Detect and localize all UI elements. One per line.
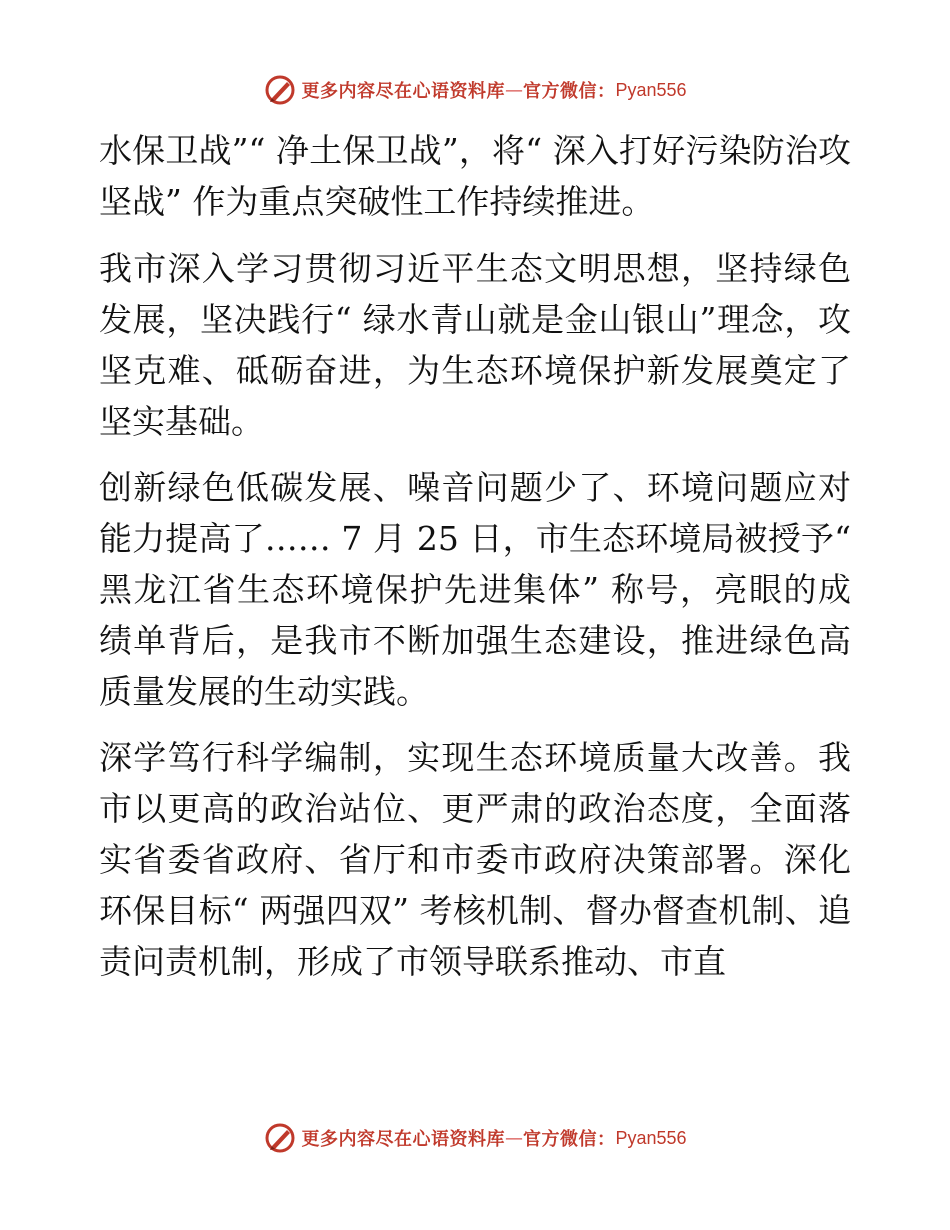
header-banner	[0, 70, 950, 110]
banner-wechat-label: 官方微信：	[522, 81, 616, 102]
banner-separator: —	[504, 1127, 523, 1149]
banner-site-text: 更多内容尽在心语资料库	[301, 1129, 505, 1150]
footer-banner	[0, 1118, 950, 1158]
banner-separator: —	[504, 79, 523, 101]
red-pen-logo-icon	[263, 1121, 297, 1155]
paragraph: 创新绿色低碳发展、噪音问题少了、环境问题应对能力提高了…… 7 月 25 日，市生态环境局被授予“ 黑龙江省生态环境保护先进集体” 称号，亮眼的成绩单背后，是我市不断加强生态建设，推进绿色高质量发展的生动实践。	[99, 468, 851, 711]
banner-site-text: 更多内容尽在心语资料库	[301, 81, 505, 102]
red-pen-logo-icon	[263, 73, 297, 107]
document-body	[99, 125, 851, 1002]
paragraph: 水保卫战”“ 净土保卫战”，将“ 深入打好污染防治攻坚战” 作为重点突破性工作持续推进。	[99, 131, 851, 221]
banner-wechat-id: Pyan556	[615, 79, 687, 100]
paragraph: 深学笃行科学编制，实现生态环境质量大改善。我市以更高的政治站位、更严肃的政治态度，全面落实省委省政府、省厅和市委市政府决策部署。深化环保目标“ 两强四双” 考核机制、督办督查机制、追责问责机制，形成了市领导联系推动、市直	[99, 738, 851, 981]
banner-wechat-id: Pyan556	[615, 1127, 687, 1148]
banner-wechat-label: 官方微信：	[522, 1129, 616, 1150]
paragraph: 我市深入学习贯彻习近平生态文明思想，坚持绿色发展，坚决践行“ 绿水青山就是金山银山”理念，攻坚克难、砥砺奋进，为生态环境保护新发展奠定了坚实基础。	[99, 249, 851, 441]
